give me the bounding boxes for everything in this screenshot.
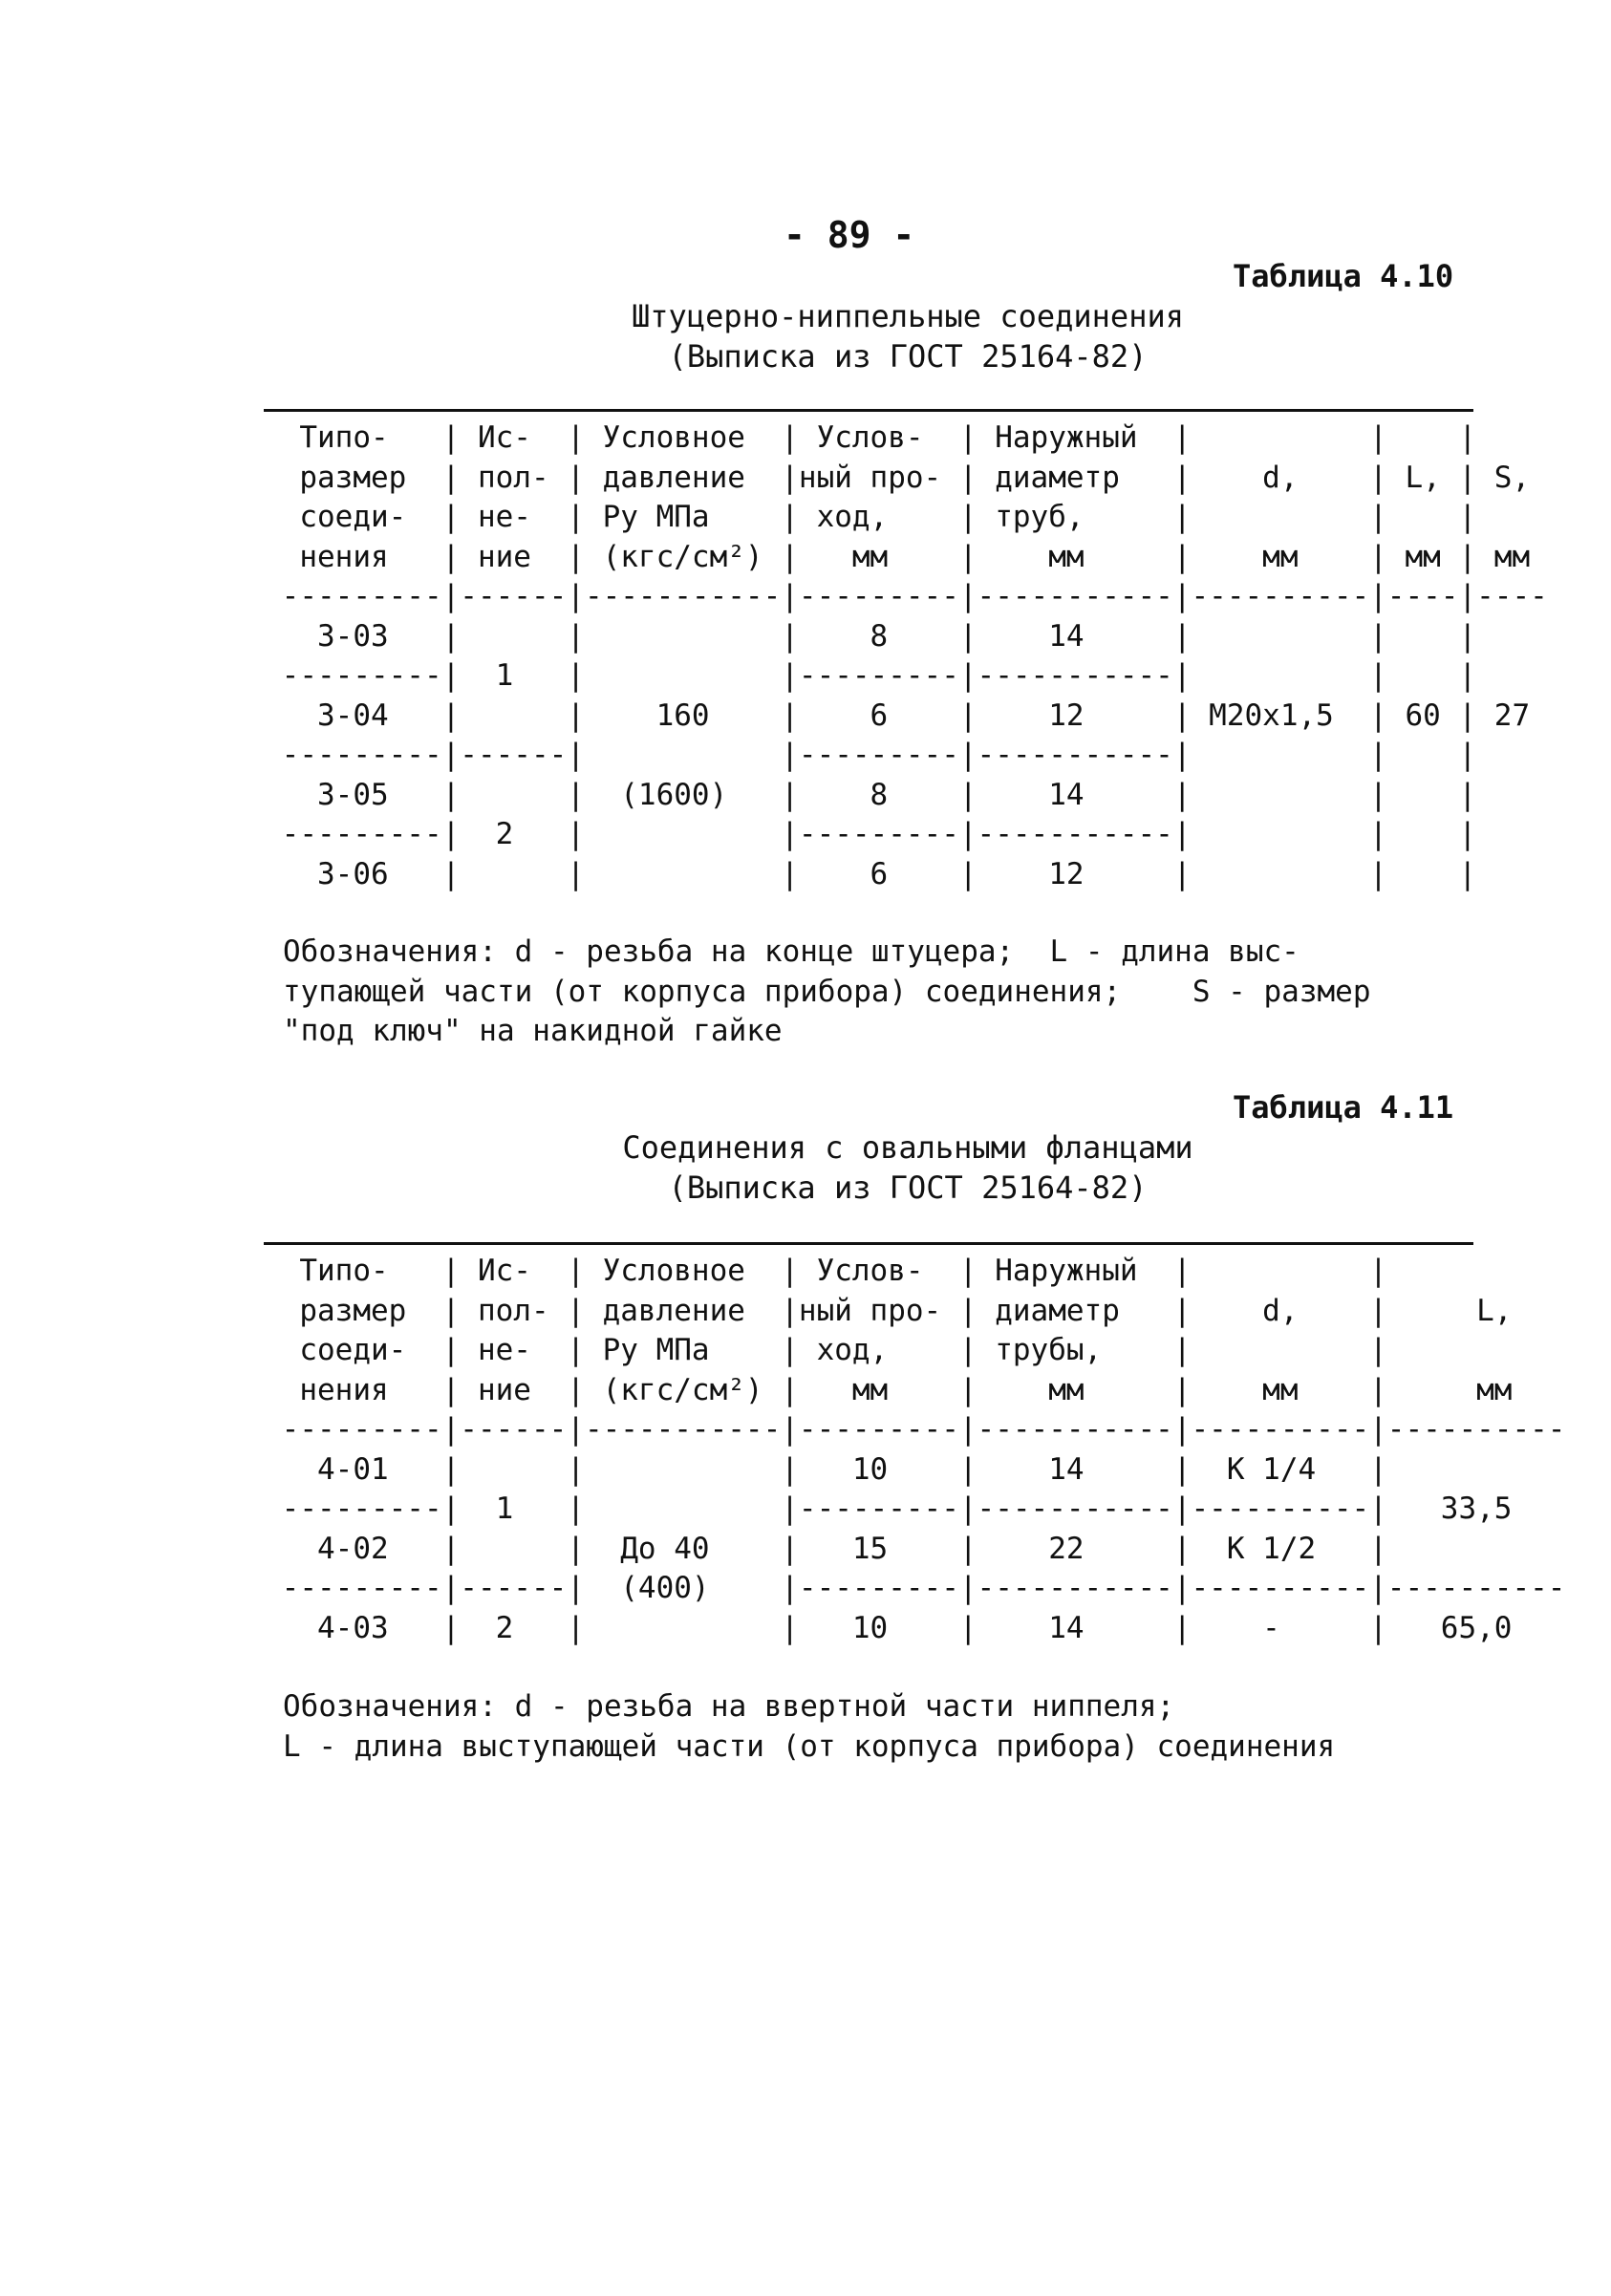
table2-grid bbox=[264, 1252, 1565, 1648]
table1-source: (Выписка из ГОСТ 25164-82) bbox=[668, 338, 1148, 375]
table1-row-line: ---------| 1 | |---------|-----------| | | bbox=[264, 658, 1477, 693]
table2-label: Таблица 4.11 bbox=[1233, 1089, 1454, 1126]
table2-row-line: ---------|------|-----------|---------|-----------|----------|---------- bbox=[264, 1412, 1566, 1447]
table1-row-line: ---------|------|-----------|---------|-----------|----------|----|---- bbox=[264, 579, 1548, 613]
table2-row-line: ---------| 1 | |---------|-----------|----------| 33,5 bbox=[264, 1491, 1513, 1526]
table1-row-line: 3-05 | | (1600) | 8 | 14 | | | bbox=[264, 777, 1477, 812]
table2-row-line: соеди- | не- | Ру МПа | ход, | трубы, | | bbox=[264, 1333, 1387, 1367]
table2-row-line: Типо- | Ис- | Условное | Услов- | Наружный | | bbox=[264, 1254, 1387, 1288]
table2-caption bbox=[612, 1127, 1204, 1208]
table1-row-line: 3-03 | | | 8 | 14 | | | bbox=[264, 618, 1477, 654]
table1-row-line: размер | пол- | давление |ный про- | диаметр | d, | L, | S, bbox=[264, 460, 1531, 495]
table2-row-line: 4-02 | | До 40 | 15 | 22 | К 1/2 | bbox=[264, 1531, 1387, 1566]
table2-title: Соединения с овальными фланцами bbox=[622, 1129, 1193, 1166]
table2-top-rule bbox=[264, 1242, 1473, 1245]
table1-row-line: ---------|------| |---------|-----------| | | bbox=[264, 738, 1477, 772]
table2-source: (Выписка из ГОСТ 25164-82) bbox=[668, 1169, 1148, 1206]
table1-note-line: Обозначения: d - резьба на конце штуцера; L - длина выс- bbox=[283, 934, 1300, 969]
table2-note-line: L - длина выступающей части (от корпуса прибора) соединения bbox=[283, 1728, 1336, 1764]
table1-grid bbox=[264, 418, 1548, 894]
table2-notes bbox=[283, 1687, 1477, 1767]
table1-row-line: нения | ние | (кгс/см²) | мм | мм | мм | мм | мм bbox=[264, 539, 1531, 574]
table2-row-line: нения | ние | (кгс/см²) | мм | мм | мм | мм bbox=[264, 1372, 1513, 1407]
table2-row-line: размер | пол- | давление |ный про- | диаметр | d, | L, bbox=[264, 1293, 1513, 1328]
table2-row-line: ---------|------| (400) |---------|-----------|----------|---------- bbox=[264, 1571, 1566, 1605]
table1-top-rule bbox=[264, 409, 1473, 412]
table1-row-line: Типо- | Ис- | Условное | Услов- | Наружный | | | bbox=[264, 420, 1477, 455]
page-number: - 89 - bbox=[784, 214, 915, 256]
table2-row-line: 4-01 | | | 10 | 14 | К 1/4 | bbox=[264, 1451, 1387, 1487]
table1-row-line: 3-04 | | 160 | 6 | 12 | М20х1,5 | 60 | 27 bbox=[264, 697, 1531, 733]
table2-row-line: 4-03 | 2 | | 10 | 14 | - | 65,0 bbox=[264, 1610, 1513, 1645]
table1-label: Таблица 4.10 bbox=[1233, 258, 1454, 294]
table1-row-line: 3-06 | | | 6 | 12 | | | bbox=[264, 856, 1477, 891]
table1-caption bbox=[612, 296, 1204, 376]
table2-note-line: Обозначения: d - резьба на ввертной части ниппеля; bbox=[283, 1689, 1175, 1724]
table1-row-line: соеди- | не- | Ру МПа | ход, | труб, | | | bbox=[264, 500, 1477, 534]
table1-note-line: "под ключ" на накидной гайке bbox=[283, 1014, 783, 1048]
table1-notes bbox=[283, 933, 1477, 1052]
table1-title: Штуцерно-ниппельные соединения bbox=[632, 298, 1184, 334]
table1-row-line: ---------| 2 | |---------|-----------| | | bbox=[264, 817, 1477, 851]
table1-note-line: тупающей части (от корпуса прибора) соединения; S - размер bbox=[283, 974, 1371, 1009]
